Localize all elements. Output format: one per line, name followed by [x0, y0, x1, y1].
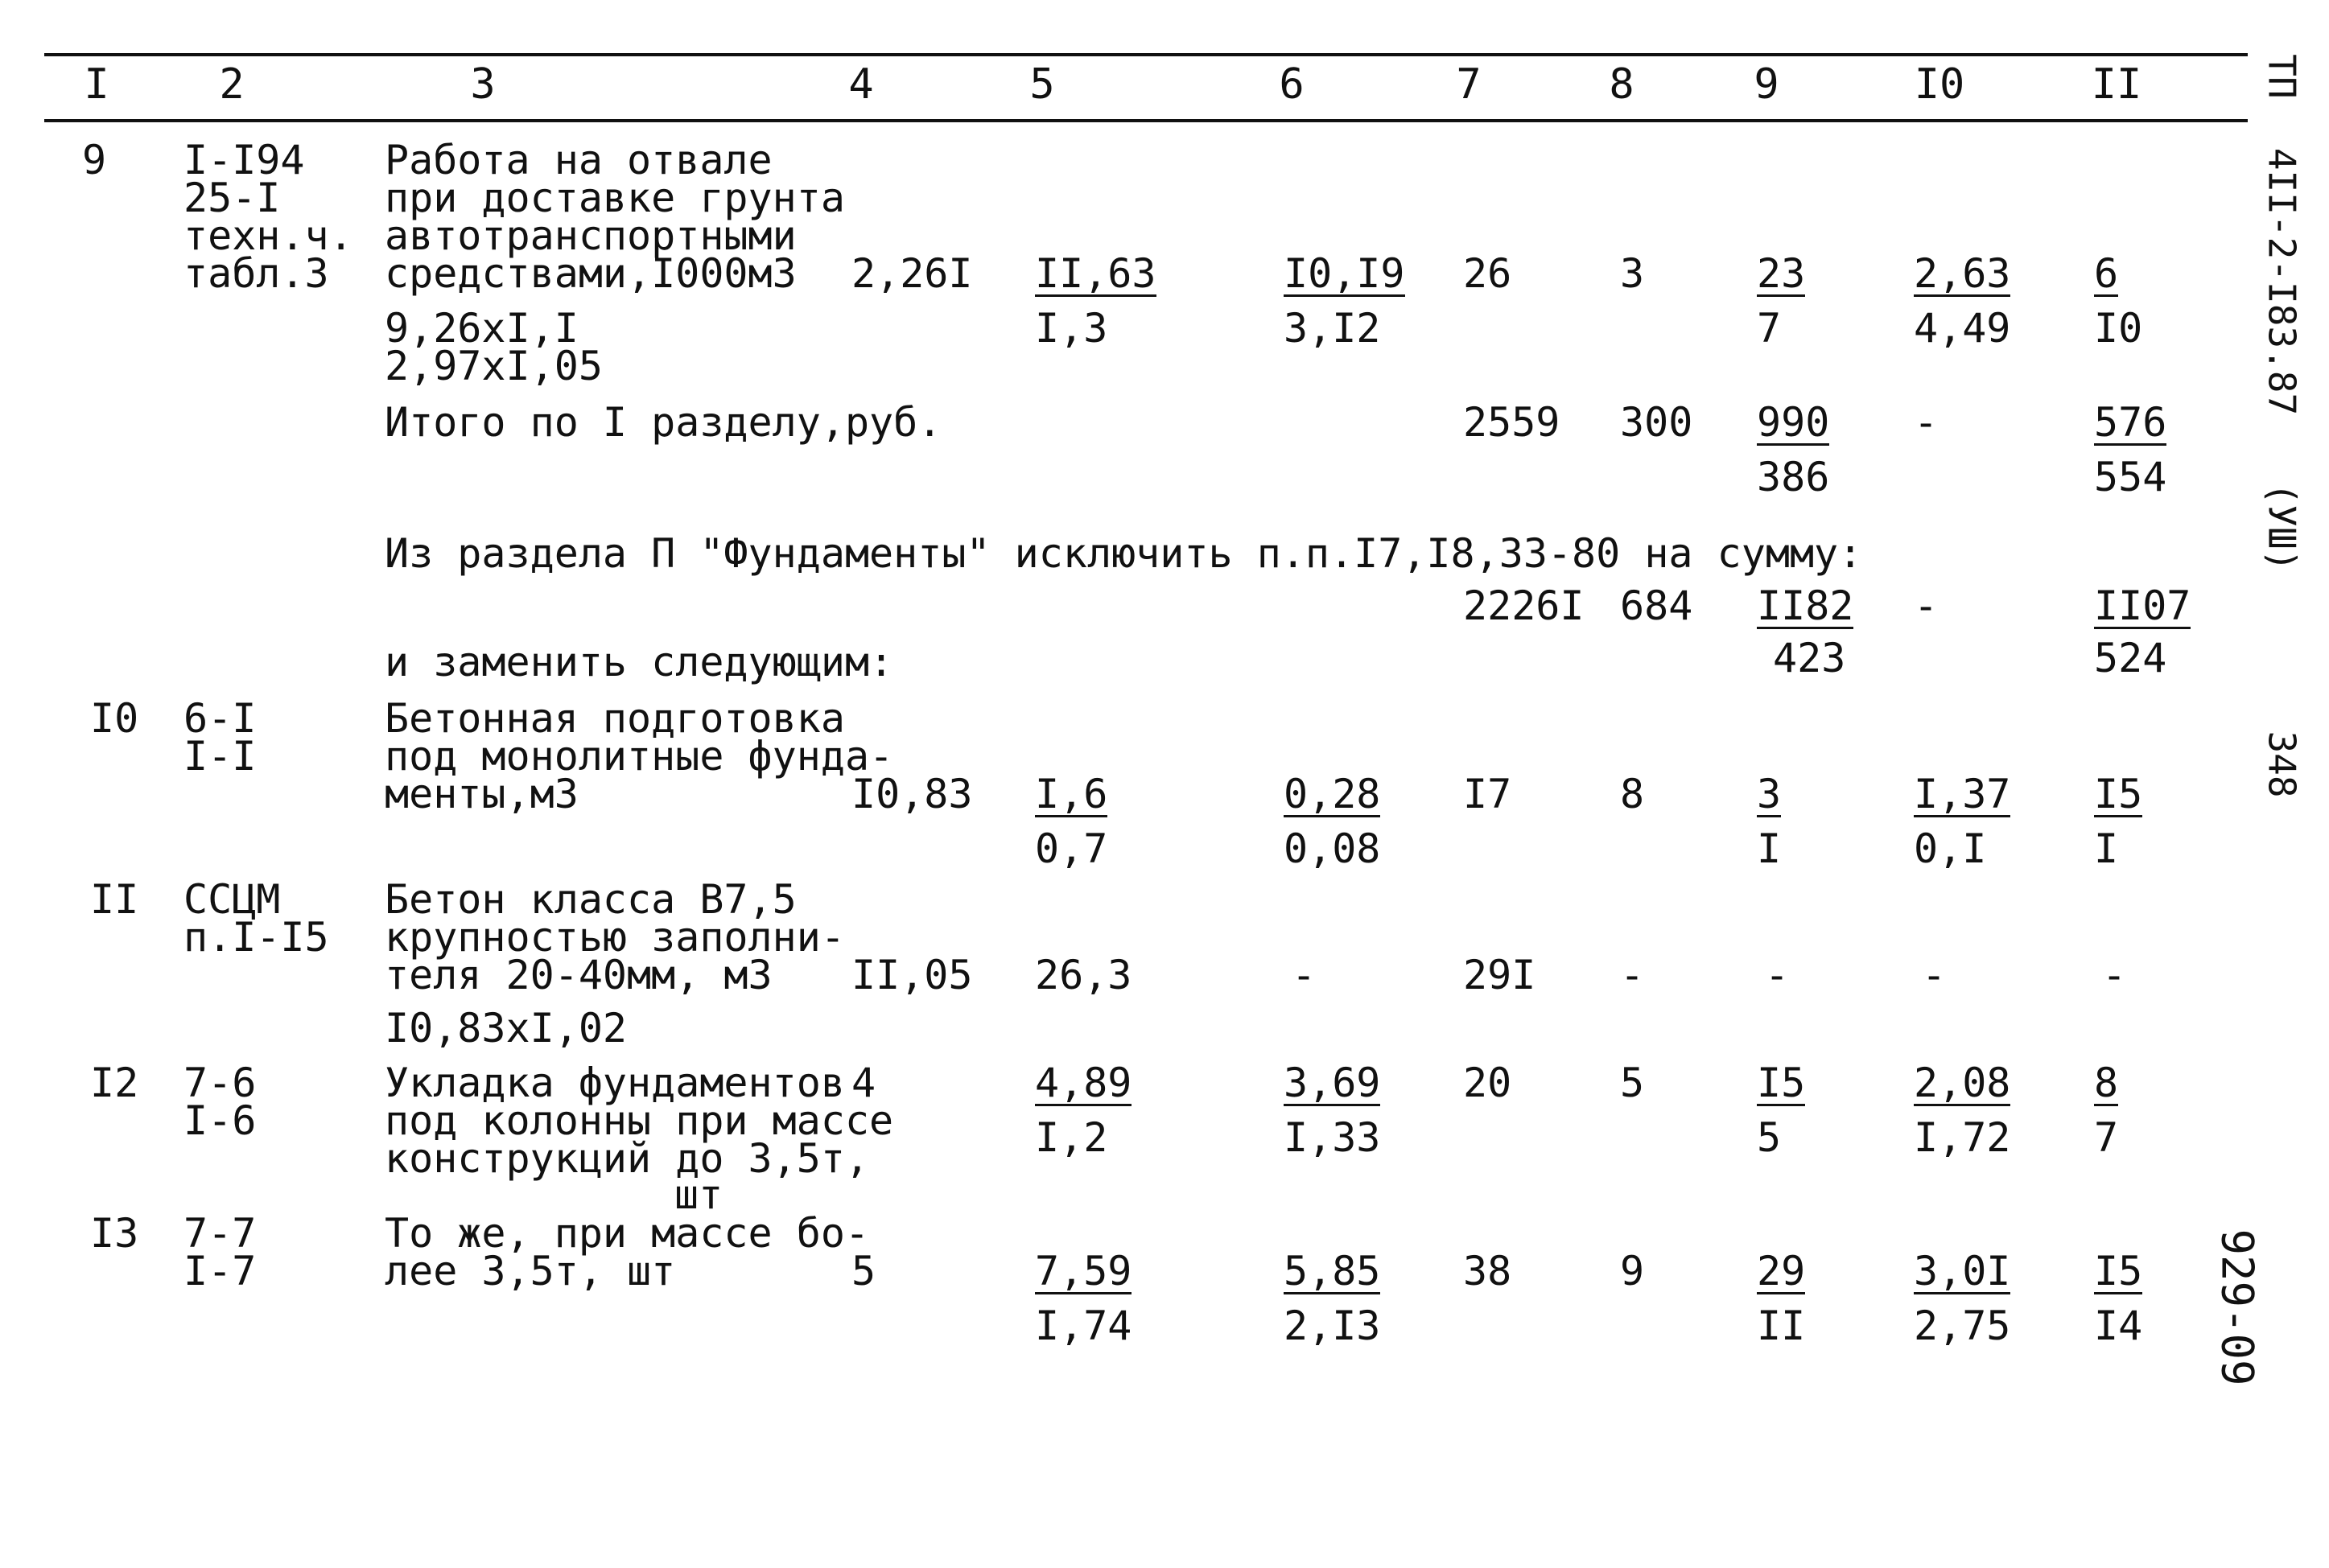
- quantity: II,05: [851, 952, 973, 998]
- unit-cost-machine-wages: 0,08: [1284, 825, 1381, 872]
- side-page-number: 348: [2260, 730, 2304, 798]
- section-total-labor-unit: -: [1914, 399, 1939, 446]
- norm-code-line: 7-7: [183, 1210, 257, 1257]
- exclusion-labor-unit: -: [1914, 582, 1939, 629]
- unit-cost-machine-wages: 2,I3: [1284, 1303, 1381, 1349]
- labor-unit: I,37: [1914, 771, 2011, 817]
- total-machines: 29: [1757, 1248, 1806, 1294]
- labor-total: 8: [2094, 1060, 2119, 1106]
- total-wages: -: [1620, 952, 1645, 998]
- exclusion-text: Из раздела П "Фундаменты" исключить п.п.I7,I8,33-80 на сумму:: [385, 530, 1863, 577]
- work-name-line: под колонны при массе: [385, 1097, 894, 1144]
- labor-unit-machinists: 2,75: [1914, 1303, 2011, 1349]
- section-total-labor-machinists: 554: [2094, 454, 2167, 500]
- total-machines: 3: [1757, 771, 1782, 817]
- total-wages: 3: [1620, 250, 1645, 297]
- exclusion-labor-machinists: 524: [2094, 635, 2167, 681]
- labor-total-machinists: I4: [2094, 1303, 2143, 1349]
- exclusion-wages: 684: [1620, 582, 1693, 629]
- unit-cost-wages: I,2: [1035, 1114, 1108, 1161]
- work-name-line: То же, при массе бо-: [385, 1210, 870, 1257]
- exclusion-machine-wages: 423: [1773, 635, 1846, 681]
- total-cost: 20: [1463, 1060, 1512, 1106]
- quantity: 4: [851, 1060, 876, 1106]
- unit-cost-total: 4,89: [1035, 1060, 1132, 1106]
- row-number: I2: [90, 1060, 139, 1106]
- section-total-machine-wages: 386: [1757, 454, 1830, 500]
- side-bottom-code: 929-09: [2212, 1228, 2263, 1386]
- row-number: II: [90, 876, 139, 923]
- quantity: I0,83: [851, 771, 973, 817]
- norm-code-line: табл.3: [183, 250, 329, 297]
- labor-total: I5: [2094, 771, 2143, 817]
- side-album: (УШ): [2260, 482, 2304, 572]
- column-header-10: I0: [1914, 60, 1965, 109]
- norm-code-line: I-I: [183, 733, 257, 780]
- quantity: 5: [851, 1248, 876, 1294]
- header-top-rule: [44, 53, 2248, 56]
- unit-cost-wages: I,74: [1035, 1303, 1132, 1349]
- row-number: I3: [90, 1210, 139, 1257]
- total-wages: 9: [1620, 1248, 1645, 1294]
- norm-code-line: 7-6: [183, 1060, 257, 1106]
- labor-unit: -: [1922, 952, 1947, 998]
- total-cost: I7: [1463, 771, 1512, 817]
- labor-unit: 2,63: [1914, 250, 2011, 297]
- total-machines: 23: [1757, 250, 1806, 297]
- labor-unit-machinists: I,72: [1914, 1114, 2011, 1161]
- calculation-line: 2,97хI,05: [385, 343, 603, 389]
- norm-code-line: ССЦМ: [183, 876, 281, 923]
- column-header-1: I: [84, 60, 109, 109]
- norm-code-line: п.I-I5: [183, 914, 329, 961]
- exclusion-labor: II07: [2094, 582, 2191, 629]
- unit-cost-machines: 3,69: [1284, 1060, 1381, 1106]
- norm-code-line: 6-I: [183, 695, 257, 742]
- labor-unit-machinists: 4,49: [1914, 305, 2011, 352]
- total-machines: I5: [1757, 1060, 1806, 1106]
- norm-code-line: I-6: [183, 1097, 257, 1144]
- labor-unit: 3,0I: [1914, 1248, 2011, 1294]
- header-bottom-rule: [44, 119, 2248, 122]
- unit-cost-machines: -: [1292, 952, 1317, 998]
- total-machine-wages: 7: [1757, 305, 1782, 352]
- unit-cost-machines: I0,I9: [1284, 250, 1405, 297]
- unit-cost-total: II,63: [1035, 250, 1156, 297]
- total-cost: 38: [1463, 1248, 1512, 1294]
- norm-code-line: 25-I: [183, 175, 281, 221]
- unit-cost-total: I,6: [1035, 771, 1108, 817]
- section-total-label: Итого по I разделу,руб.: [385, 399, 942, 446]
- work-name-line: крупностью заполни-: [385, 914, 845, 961]
- side-doc-number: 4II-2-I83.87: [2260, 147, 2304, 416]
- labor-total: -: [2102, 952, 2127, 998]
- norm-code-line: I-7: [183, 1248, 257, 1294]
- unit-cost-machine-wages: 3,I2: [1284, 305, 1381, 352]
- section-total-wages: 300: [1620, 399, 1693, 446]
- section-total-machines: 990: [1757, 399, 1830, 446]
- norm-code-line: I-I94: [183, 137, 305, 183]
- column-header-7: 7: [1456, 60, 1482, 109]
- side-code: ТП: [2260, 54, 2304, 99]
- total-wages: 5: [1620, 1060, 1645, 1106]
- total-machine-wages: I: [1757, 825, 1782, 872]
- replacement-text: и заменить следующим:: [385, 639, 894, 685]
- work-name-line: лее 3,5т, шт: [385, 1248, 676, 1294]
- unit-cost-wages: I,3: [1035, 305, 1108, 352]
- labor-total-machinists: I0: [2094, 305, 2143, 352]
- quantity: 2,26I: [851, 250, 973, 297]
- exclusion-machines: II82: [1757, 582, 1854, 629]
- total-cost: 26: [1463, 250, 1512, 297]
- column-header-6: 6: [1279, 60, 1305, 109]
- column-header-3: 3: [470, 60, 496, 109]
- column-header-8: 8: [1609, 60, 1634, 109]
- column-header-2: 2: [219, 60, 245, 109]
- section-total-cost: 2559: [1463, 399, 1560, 446]
- work-name-line: средствами,I000м3: [385, 250, 797, 297]
- unit-cost-machines: 5,85: [1284, 1248, 1381, 1294]
- work-name-line: при доставке грунта: [385, 175, 845, 221]
- work-name-line: теля 20-40мм, м3: [385, 952, 773, 998]
- total-wages: 8: [1620, 771, 1645, 817]
- total-machine-wages: II: [1757, 1303, 1806, 1349]
- column-header-11: II: [2091, 60, 2142, 109]
- work-name-line: менты,м3: [385, 771, 579, 817]
- row-number: 9: [82, 137, 107, 183]
- total-machine-wages: 5: [1757, 1114, 1782, 1161]
- unit-cost-total: 26,3: [1035, 952, 1132, 998]
- labor-total: 6: [2094, 250, 2119, 297]
- work-name-line: Бетонная подготовка: [385, 695, 845, 742]
- column-header-9: 9: [1754, 60, 1779, 109]
- unit-cost-machine-wages: I,33: [1284, 1114, 1381, 1161]
- row-number: I0: [90, 695, 139, 742]
- unit-cost-wages: 0,7: [1035, 825, 1108, 872]
- section-total-labor: 576: [2094, 399, 2167, 446]
- work-name-line: автотранспортными: [385, 212, 797, 259]
- total-machines: -: [1765, 952, 1790, 998]
- work-name-line: шт: [674, 1171, 723, 1218]
- unit-cost-total: 7,59: [1035, 1248, 1132, 1294]
- work-name-line: Укладка фундаментов: [385, 1060, 845, 1106]
- labor-unit-machinists: 0,I: [1914, 825, 1987, 872]
- work-name-line: Работа на отвале: [385, 137, 773, 183]
- column-header-4: 4: [848, 60, 874, 109]
- work-name-line: Бетон класса В7,5: [385, 876, 797, 923]
- work-name-line: под монолитные фунда-: [385, 733, 894, 780]
- exclusion-cost: 2226I: [1463, 582, 1585, 629]
- calculation-line: 9,26хI,I: [385, 305, 579, 352]
- labor-total: I5: [2094, 1248, 2143, 1294]
- total-cost: 29I: [1463, 952, 1536, 998]
- column-header-5: 5: [1029, 60, 1055, 109]
- calculation-line: I0,83хI,02: [385, 1005, 628, 1052]
- labor-total-machinists: I: [2094, 825, 2119, 872]
- work-name-line: конструкций до 3,5т,: [385, 1135, 870, 1182]
- norm-code-line: техн.ч.: [183, 212, 353, 259]
- unit-cost-machines: 0,28: [1284, 771, 1381, 817]
- labor-unit: 2,08: [1914, 1060, 2011, 1106]
- labor-total-machinists: 7: [2094, 1114, 2119, 1161]
